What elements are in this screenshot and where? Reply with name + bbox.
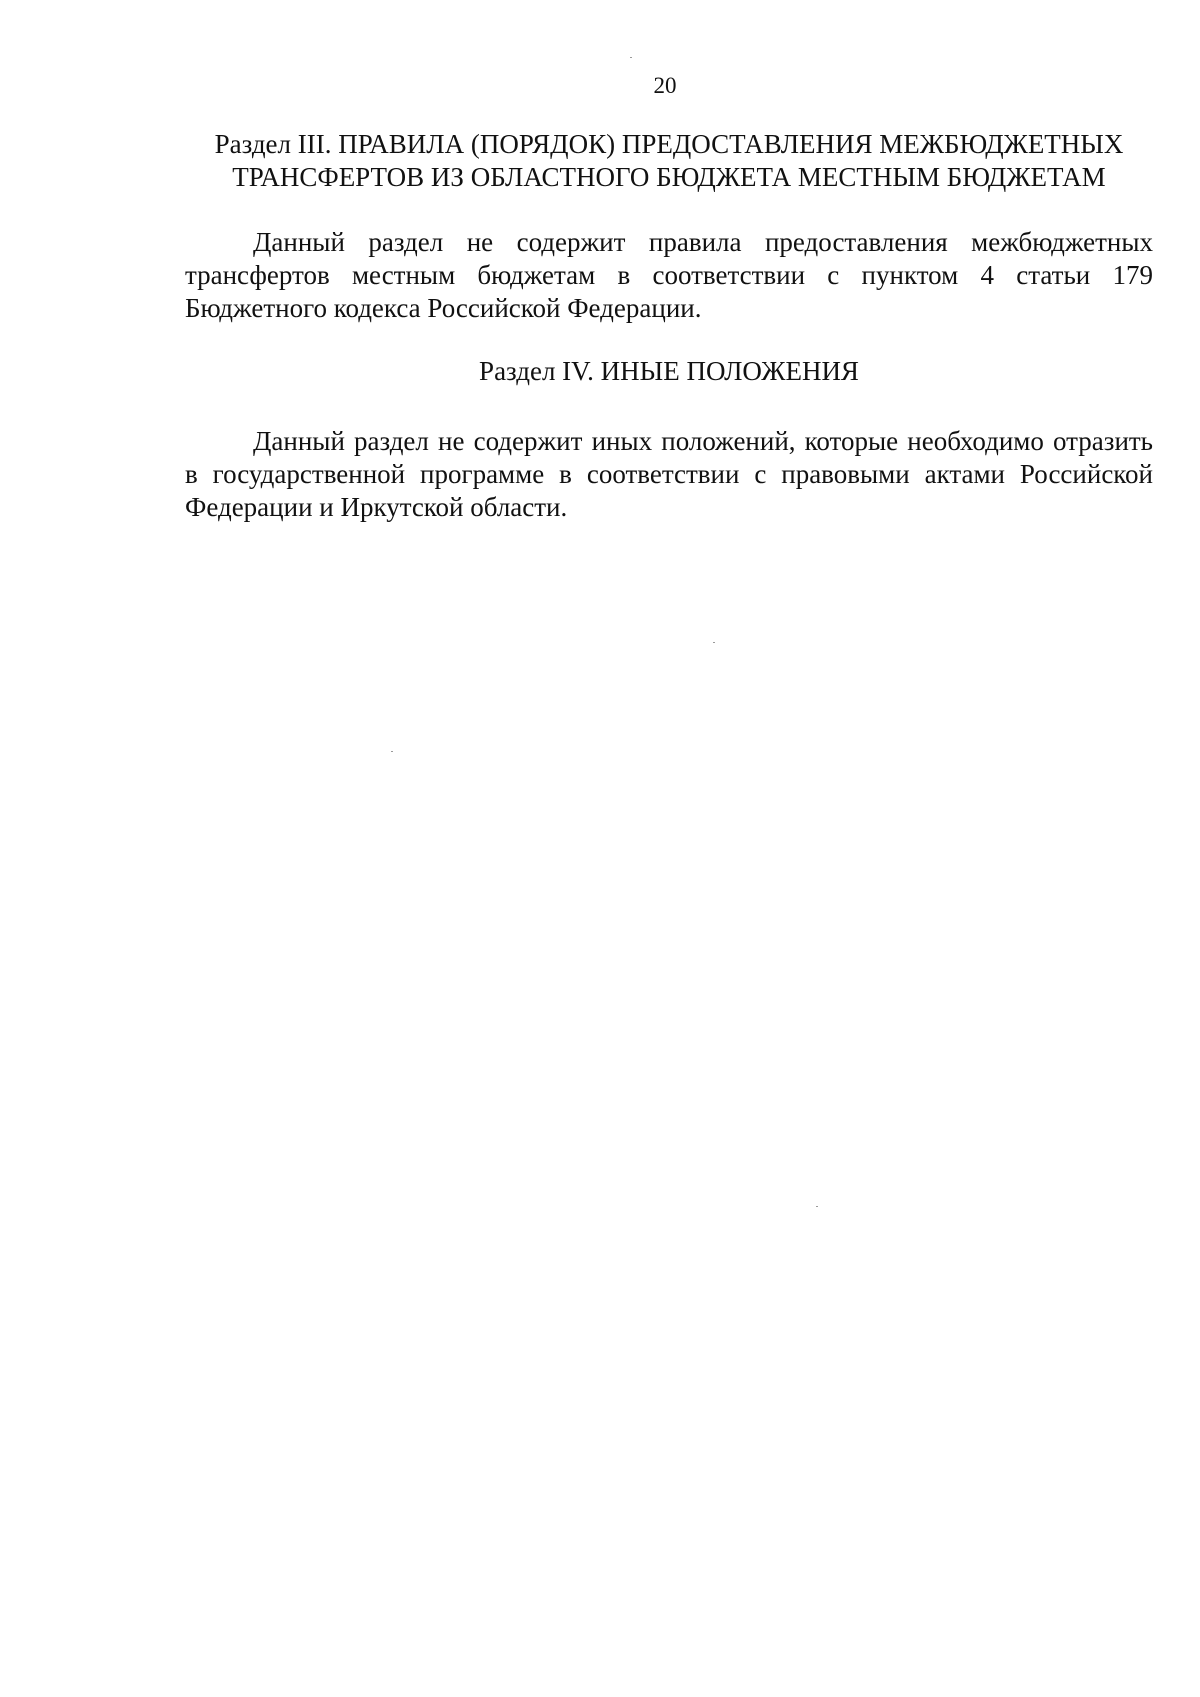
section-4-paragraph: Данный раздел не содержит иных положений, которые необходимо отразить в государственной программе в соответствии с правовыми актами Российской Федерации и Иркутской области. [185,426,1153,522]
section-3-heading-line-1: Раздел III. ПРАВИЛА (ПОРЯДОК) ПРЕДОСТАВЛЕНИЯ МЕЖБЮДЖЕТНЫХ [214,129,1124,159]
section-4-heading [185,355,1153,388]
section-3-heading-line-2: ТРАНСФЕРТОВ ИЗ ОБЛАСТНОГО БЮДЖЕТА МЕСТНЫМ БЮДЖЕТАМ [232,162,1106,192]
scan-speck [391,751,393,752]
page-number: 20 [653,73,677,98]
section-3-paragraph: Данный раздел не содержит правила предоставления межбюджетных трансфертов местным бюджетам в соответствии с пунктом 4 статьи 179 Бюджетного кодекса Российской Федерации. [185,227,1153,323]
scan-speck [816,1206,818,1207]
scan-speck [713,642,715,643]
scan-speck [630,57,632,58]
section-4-heading-line: Раздел IV. ИНЫЕ ПОЛОЖЕНИЯ [479,356,859,386]
section-3-heading [185,128,1153,194]
